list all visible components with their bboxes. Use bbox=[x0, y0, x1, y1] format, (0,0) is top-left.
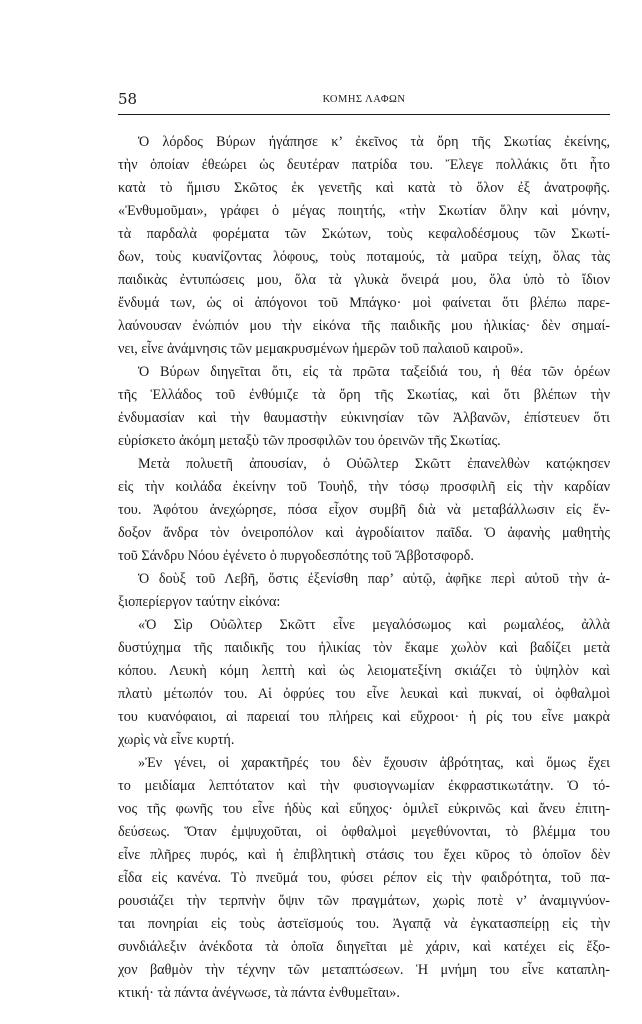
page-number: 58 bbox=[118, 90, 138, 108]
text-line: «Ὁ Σὶρ Οὐῶλτερ Σκῶττ εἶνε μεγαλόσωμος καὶ ρωμαλέος, ἀλλὰ bbox=[138, 617, 610, 633]
page-header bbox=[118, 90, 610, 114]
text-line: νει, εἶνε ἀνάμνησις τῶν μεμακρυσμένων ἡμερῶν τοῦ παλαιοῦ καιροῦ». bbox=[118, 341, 524, 357]
paragraph bbox=[118, 568, 610, 614]
text-line: Ὁ Βύρων διηγεῖται ὅτι, εἰς τὰ πρῶτα ταξείδιά του, ἡ θέα τῶν ὀρέων bbox=[138, 364, 610, 380]
text-line: του κυανόφαιοι, αἱ παρειαί του πλήρεις καὶ εὔχροοι· ἡ ρίς του εἶνε μακρὰ bbox=[118, 709, 610, 725]
text-line: παιδικὰς ἐντυπώσεις μου, ὅλα τὰ γλυκὰ ὄνειρά μου, ὅλα ὑπὸ τὸ ἴδιον bbox=[118, 272, 610, 288]
text-line: τὰ παρδαλὰ φορέματα τῶν Σκώτων, τοὺς κεφαλοδέσμους τῶν Σκωτί- bbox=[118, 226, 610, 242]
running-head: ΚΟΜΗΣ ΛΑΦΩΝ bbox=[322, 94, 406, 105]
text-line: λαύνουσαν ἐνώπιόν μου τὴν εἰκόνα τῆς παιδικῆς μου ἡλικίας· δὲν σημαί- bbox=[118, 318, 610, 334]
text-line: ξιοπερίεργον ταύτην εἰκόνα: bbox=[118, 594, 281, 610]
text-line: ἐνδυμασίαν καὶ τὴν θαυμαστὴν εὐκινησίαν τῶν Ἀλβανῶν, ἐπίστευεν ὅτι bbox=[118, 410, 610, 426]
text-line: δεύσεως. Ὅταν ἐμψυχοῦται, οἱ ὀφθαλμοὶ μεγεθύνονται, τὸ βλέμμα του bbox=[118, 824, 610, 840]
text-line: ται πονηρίαι εἰς τοὺς ἀστεϊσμούς του. Ἀγαπᾷ νὰ ἐγκατασπείρῃ εἰς τὴν bbox=[118, 916, 610, 932]
text-line: ἔνδυμά των, ὡς οἱ ἀπόγονοι τοῦ Μπάγκο· μοὶ φαίνεται ὅτι βλέπω παρε- bbox=[118, 295, 610, 311]
text-line: συνδιάλεξιν ἀνέκδοτα τὰ ὁποῖα διηγεῖται μὲ χάριν, καὶ κατέχει εἰς ἔξο- bbox=[118, 939, 610, 955]
text-line: ρουσιάζει τὴν τερπνὴν ὄψιν τῶν πραγμάτων, χωρὶς ποτὲ ν’ ἀναμιγνύον- bbox=[118, 893, 610, 909]
text-line: χωρὶς νὰ εἶνε κυρτή. bbox=[118, 732, 235, 748]
paragraph bbox=[118, 131, 610, 361]
text-line: Μετὰ πολυετῆ ἀπουσίαν, ὁ Οὐῶλτερ Σκῶττ ἐπανελθὼν κατῴκησεν bbox=[138, 456, 610, 472]
paragraph bbox=[118, 361, 610, 453]
text-line: δων, τοὺς κυανίζοντας λόφους, τοὺς ποταμούς, τὰ μαῦρα τείχη, ὅλας τὰς bbox=[118, 249, 610, 265]
text-line: δοξον ἄνδρα τὸν ὀνειροπόλον καὶ ἀγροδίαιτον παῖδα. Ὁ ἀφανὴς μαθητὴς bbox=[118, 525, 610, 541]
text-line: κατὰ τὸ ἥμισυ Σκῶτος ἐκ γενετῆς καὶ κατὰ τὸ ὅλον ἐξ ἀνατροφῆς. bbox=[118, 180, 610, 196]
text-line: πλατὺ μέτωπόν του. Αἱ ὀφρύες του εἶνε λευκαὶ καὶ πυκναί, οἱ ὀφθαλμοὶ bbox=[118, 686, 610, 702]
body-text bbox=[118, 131, 610, 1005]
text-line: »Ἐν γένει, οἱ χαρακτῆρές του δὲν ἔχουσιν ἁβρότητας, καὶ ὅμως ἔχει bbox=[138, 755, 610, 771]
text-line: εἰς τὴν κοιλάδα ἐκείνην τοῦ Τουὴδ, τὴν τόσῳ προσφιλῆ εἰς τὴν καρδίαν bbox=[118, 479, 610, 495]
text-line: τῆς Ἑλλάδος τοῦ ἐνθύμιζε τὰ ὄρη τῆς Σκωτίας, καὶ ὅτι βλέπων τὴν bbox=[118, 387, 610, 403]
text-line: του. Ἀφότου ἀνεχώρησε, πόσα εἶχον συμβῆ διὰ νὰ μεταβάλλωσιν εἰς ἔν- bbox=[118, 502, 610, 518]
text-line: εὑρίσκετο ἀκόμη μεταξὺ τῶν προσφιλῶν του ὀρεινῶν τῆς Σκωτίας. bbox=[118, 433, 501, 449]
text-line: κτική· τὰ πάντα ἀνέγνωσε, τὰ πάντα ἐνθυμεῖται». bbox=[118, 985, 400, 1001]
paragraph bbox=[118, 614, 610, 752]
text-line: εἶδα εἰς κανένα. Τὸ πνεῦμά του, φύσει ρέπον εἰς τὴν φαιδρότητα, τοῦ πα- bbox=[118, 870, 610, 886]
text-line: τὴν ὁποίαν ἐθεώρει ὡς δευτέραν πατρίδα του. Ἔλεγε πολλάκις ὅτι ἦτο bbox=[118, 157, 610, 173]
text-line: κόπου. Λευκὴ κόμη λεπτὴ καὶ ὡς λειοματεξίνη σκιάζει τὸ ὑψηλὸν καὶ bbox=[118, 663, 610, 679]
paragraph bbox=[118, 453, 610, 568]
paragraph bbox=[118, 752, 610, 1005]
text-line: το μειδίαμα λεπτότατον καὶ τὴν φυσιογνωμίαν ἐκφραστικωτάτην. Ὁ τό- bbox=[118, 778, 610, 794]
text-line: «Ἐνθυμοῦμαι», γράφει ὁ μέγας ποιητής, «τὴν Σκωτίαν ὅλην καὶ μόνην, bbox=[118, 203, 610, 219]
text-line: νος τῆς φωνῆς του εἶνε ἡδὺς καὶ εὔηχος· ὁμιλεῖ εὐκρινῶς καὶ ἄνευ ἐπιτη- bbox=[118, 801, 610, 817]
text-line: χον βαθμὸν τὴν τέχνην τῶν μεταπτώσεων. Ἡ μνήμη του εἶνε καταπλη- bbox=[118, 962, 610, 978]
text-line: δυστύχημα τῆς παιδικῆς του ἡλικίας τὸν ἔκαμε χωλὸν καὶ βαδίζει μετὰ bbox=[118, 640, 610, 656]
text-line: εἶνε πλῆρες πυρός, καὶ ἡ ἐπιβλητικὴ στάσις του ἔχει κῦρος τὸ ὁποῖον δὲν bbox=[118, 847, 610, 863]
text-line: Ὁ δοὺξ τοῦ Λεβῆ, ὅστις ἐξενίσθη παρ’ αὐτῷ, ἀφῆκε περὶ αὐτοῦ τὴν ἀ- bbox=[138, 571, 610, 587]
text-line: τοῦ Σάνδρυ Νόου ἐγένετο ὁ πυργοδεσπότης τοῦ Ἄββοτσφορδ. bbox=[118, 548, 474, 564]
text-line: Ὁ λόρδος Βύρων ἠγάπησε κ’ ἐκεῖνος τὰ ὄρη τῆς Σκωτίας ἐκείνης, bbox=[138, 134, 610, 150]
header-rule bbox=[118, 114, 610, 115]
